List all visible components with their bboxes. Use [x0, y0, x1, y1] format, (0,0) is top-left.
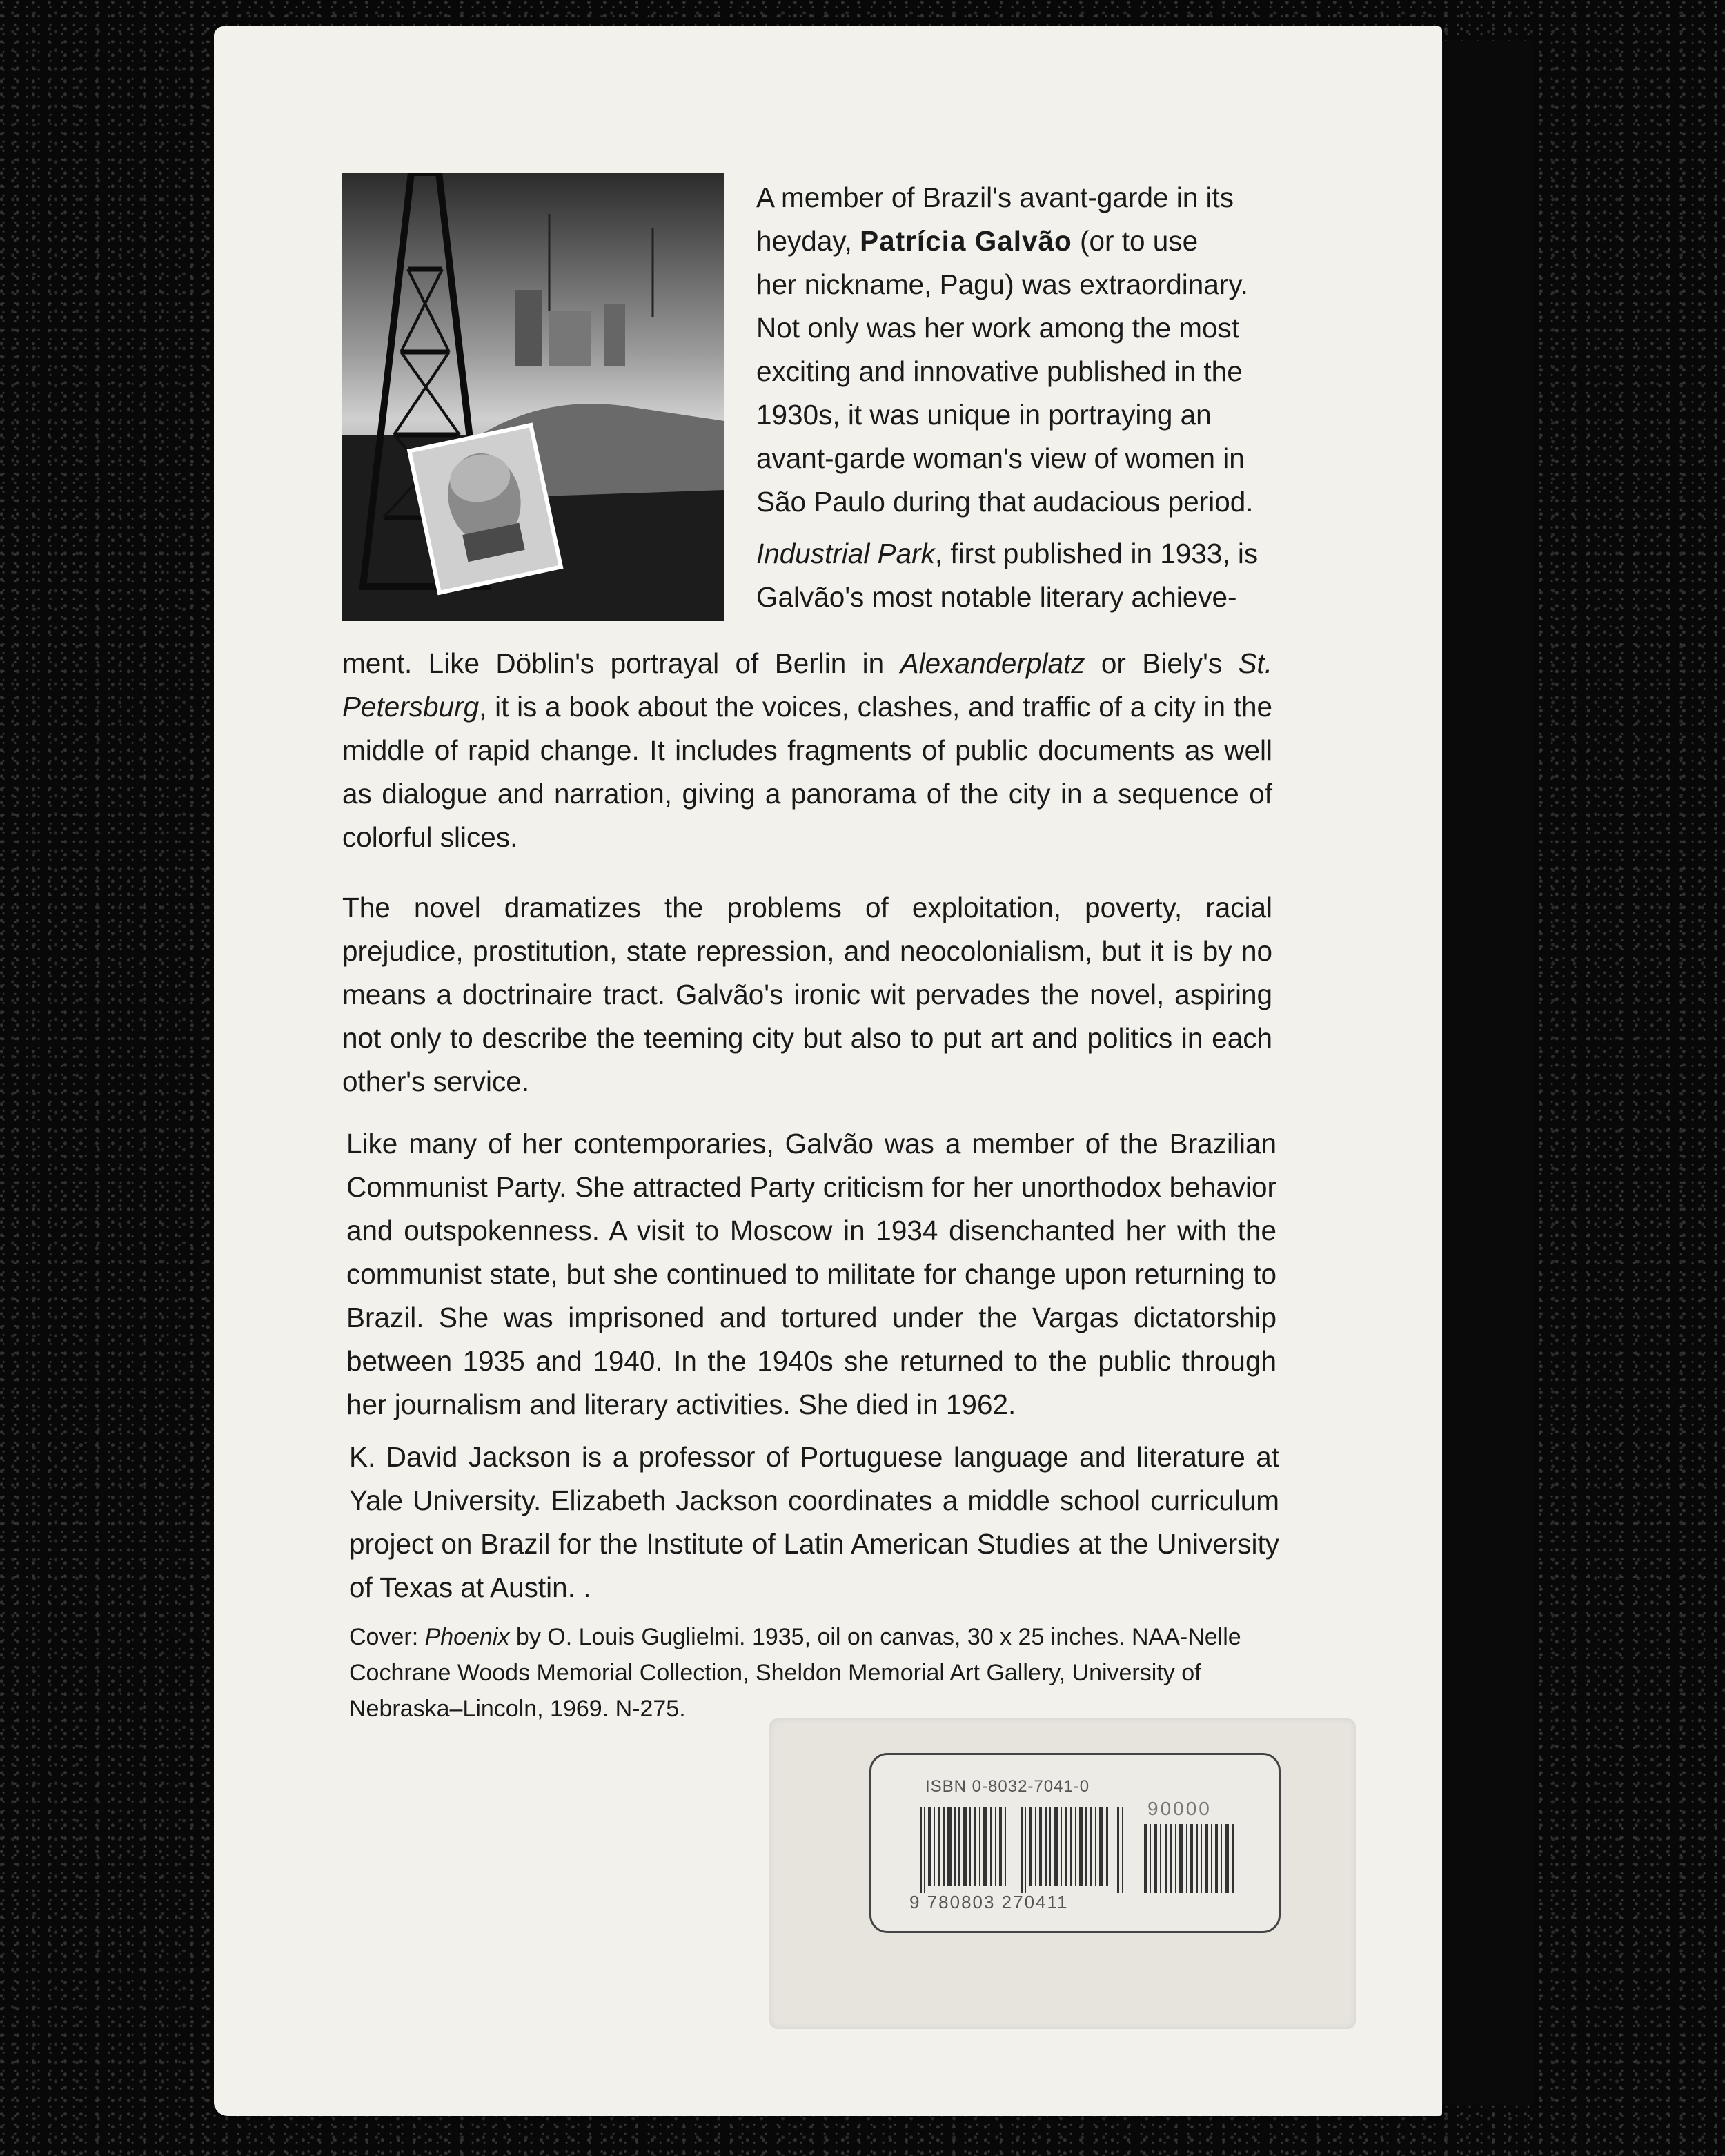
credit-rest: by O. Louis Guglielmi. 1935, oil on canvas, 30 x 25 inches. NAA-Nelle Cochrane Woods Memorial Collection, Sheldon Memorial Art Gallery, University of Nebraska–Lincoln, 1969. N-275.: [349, 1624, 1241, 1722]
book-spine-edge: [1442, 41, 1533, 2105]
back-cover: [214, 26, 1442, 2116]
credit-work: Phoenix: [424, 1624, 510, 1650]
intro-paragraph: [756, 176, 1281, 619]
industrial-park-continued: [342, 642, 1272, 859]
cover-credit: [349, 1619, 1279, 1727]
barcode-number: 9 780803 270411: [909, 1892, 1069, 1912]
novel-text: The novel dramatizes the problems of exploitation, poverty, racial prejudice, prostitution, state repression, and neocolonialism, but it is by no means a doctrinaire tract. Galvão's ironic wit pervades the novel, aspiring not only to describe the teeming city but also to put art and politics in each other's service.: [342, 892, 1272, 1097]
ip-line3-a: ment. Like Döblin's portrayal of Berlin in: [342, 647, 900, 679]
st-title: St.: [1238, 647, 1272, 679]
book-title: Industrial Park: [756, 538, 935, 569]
intro-line-6: 1930s, it was unique in portraying an: [756, 399, 1212, 431]
translators-text: K. David Jackson is a professor of Portuguese language and literature at Yale University. Elizabeth Jackson coordinates a middle school curriculum project on Brazil for the Institute of Latin American Studies at the University of Texas at Austin. .: [349, 1441, 1279, 1603]
biography-paragraph: [346, 1122, 1276, 1427]
ip-line3-b: or Biely's: [1085, 647, 1239, 679]
industrial-park-line-2: Galvão's most notable literary achieve-: [756, 581, 1237, 613]
intro-line-3: her nickname, Pagu) was extraordinary.: [756, 268, 1248, 300]
intro-line-4: Not only was her work among the most: [756, 312, 1240, 344]
alexanderplatz-title: Alexanderplatz: [900, 647, 1085, 679]
price-code: 90000: [1147, 1798, 1212, 1819]
intro-heyday: heyday,: [756, 225, 860, 257]
intro-after-name: (or to use: [1072, 225, 1199, 257]
barcode-box: [869, 1753, 1281, 1933]
author-name: Patrícia Galvão: [860, 225, 1072, 257]
credit-prefix: Cover:: [349, 1624, 425, 1650]
barcode-bars: [920, 1807, 1127, 1893]
addon-barcode-bars: [1144, 1824, 1241, 1893]
industrial-park-first: , first published in 1933, is: [934, 538, 1259, 569]
industrial-park-line-1: [756, 532, 1281, 576]
intro-line-7: avant-garde woman's view of women in: [756, 442, 1245, 474]
petersburg-title: Petersburg: [342, 691, 480, 723]
ip-rest: , it is a book about the voices, clashes, and traffic of a city in the middle of rapid change. It includes fragments of public documents as well as dialogue and narration, giving a panorama of the city in a sequence of colorful slices.: [342, 691, 1272, 853]
intro-line-8: São Paulo during that audacious period.: [756, 486, 1254, 518]
cover-painting-image: [342, 173, 724, 621]
intro-line-1: A member of Brazil's avant-garde in its: [756, 182, 1234, 213]
intro-line-2: [756, 219, 1281, 263]
biography-text: Like many of her contemporaries, Galvão was a member of the Brazilian Communist Party. She attracted Party criticism for her unorthodox behavior and outspokenness. A visit to Moscow in 1934 disenchanted her with the communist state, but she continued to militate for change upon returning to Brazil. She was imprisoned and tortured under the Vargas dictatorship between 1935 and 1940. In the 1940s she returned to the public through her journalism and literary activities. She died in 1962.: [346, 1128, 1276, 1420]
credit-text: [349, 1619, 1279, 1727]
translators-paragraph: [349, 1435, 1279, 1609]
barcode-sticker: [769, 1718, 1356, 2029]
industrial-park-paragraph: [342, 642, 1272, 859]
novel-paragraph: [342, 886, 1272, 1104]
intro-line-5: exciting and innovative published in the: [756, 355, 1243, 387]
isbn-label: ISBN 0-8032-7041-0: [925, 1777, 1090, 1796]
